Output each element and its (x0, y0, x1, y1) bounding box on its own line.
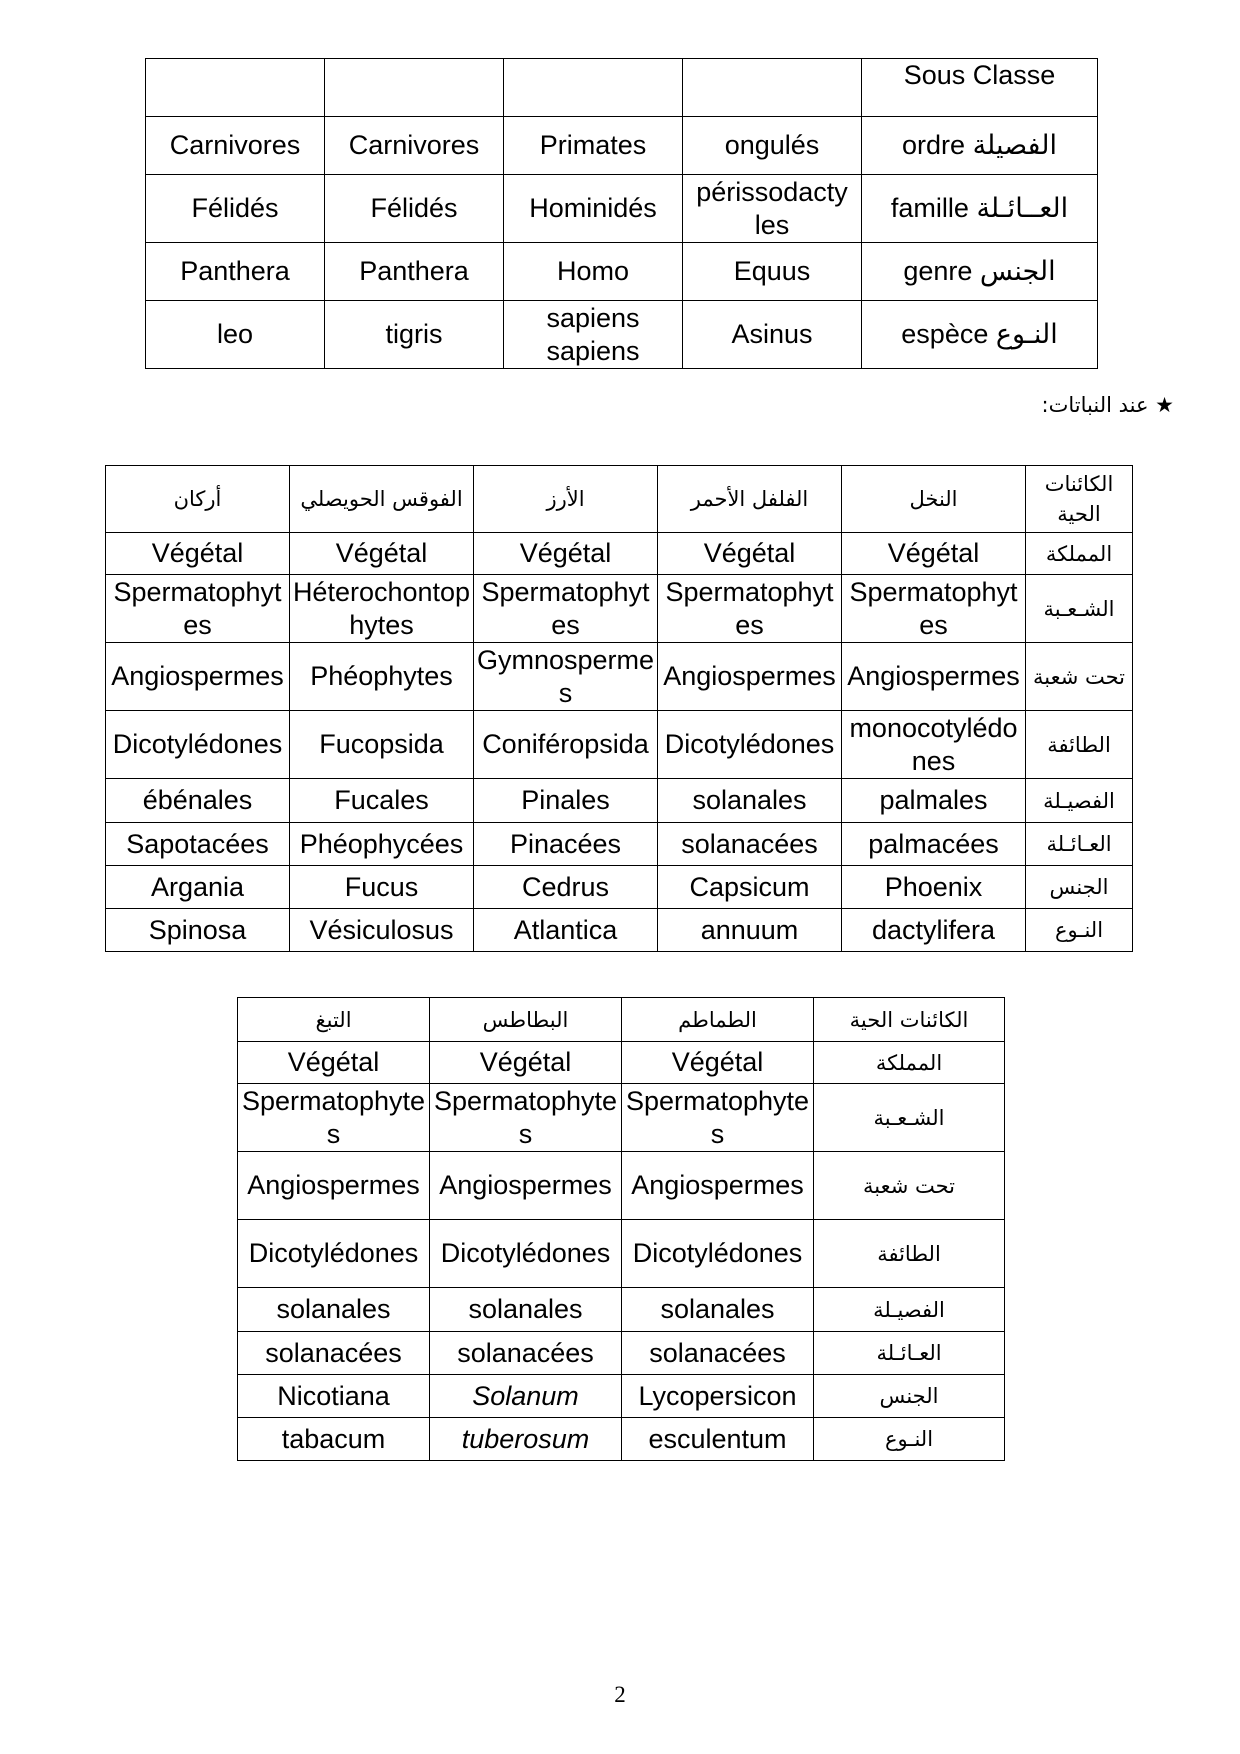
table-cell: Lycopersicon (622, 1375, 814, 1418)
table-row (238, 1418, 1005, 1461)
column-header: الكائنات الحية (1026, 466, 1133, 533)
table-cell: Carnivores (146, 117, 325, 175)
table-cell: Félidés (146, 175, 325, 243)
table-row-label: الفصيـلة (1026, 779, 1133, 823)
table-row-label: الفصيـلة (814, 1288, 1005, 1332)
table-row (106, 643, 1133, 711)
table-cell: Végétal (842, 533, 1026, 575)
column-header: الطماطم (622, 998, 814, 1042)
table-cell: Nicotiana (238, 1375, 430, 1418)
column-header: النخل (842, 466, 1026, 533)
table-cell: Spermatophytes (430, 1084, 622, 1152)
table-cell: esculentum (622, 1418, 814, 1461)
table-cell (504, 59, 683, 117)
table-cell: Spermatophytes (474, 575, 658, 643)
table-cell: Spinosa (106, 909, 290, 952)
table-row (106, 533, 1133, 575)
table-cell: Angiospermes (430, 1152, 622, 1220)
solanaceae-classification-table (237, 997, 1005, 1461)
column-header: التبغ (238, 998, 430, 1042)
table-row-label: تحت شعبة (1026, 643, 1133, 711)
table-cell: Angiospermes (238, 1152, 430, 1220)
table-cell: Spermatophytes (842, 575, 1026, 643)
table-row (106, 711, 1133, 779)
table-cell: Hominidés (504, 175, 683, 243)
table-row (106, 866, 1133, 909)
table-cell: Argania (106, 866, 290, 909)
table-row-label: الجنس (814, 1375, 1005, 1418)
table-cell: Phoenix (842, 866, 1026, 909)
table-row (146, 175, 1098, 243)
table-row (146, 117, 1098, 175)
table-cell: Panthera (146, 243, 325, 301)
table-cell: Primates (504, 117, 683, 175)
table-cell: Fucus (290, 866, 474, 909)
table-cell: sapiens sapiens (504, 301, 683, 369)
table-row-label: تحت شعبة (814, 1152, 1005, 1220)
table-cell: Angiospermes (622, 1152, 814, 1220)
table-cell: Pinacées (474, 823, 658, 866)
table-cell: Homo (504, 243, 683, 301)
table-cell: leo (146, 301, 325, 369)
table-row (238, 1332, 1005, 1375)
table-row (238, 1152, 1005, 1220)
table-cell: solanacées (238, 1332, 430, 1375)
table-cell: palmales (842, 779, 1026, 823)
table-cell: Vésiculosus (290, 909, 474, 952)
table-cell (146, 59, 325, 117)
page-number: 2 (614, 1682, 626, 1707)
table-row-label: النـوع (814, 1418, 1005, 1461)
table-cell: Végétal (290, 533, 474, 575)
table-cell: Dicotylédones (238, 1220, 430, 1288)
table-cell: Angiospermes (658, 643, 842, 711)
table-cell: annuum (658, 909, 842, 952)
table-cell: ongulés (683, 117, 862, 175)
table-row-label: الطائفة (814, 1220, 1005, 1288)
table-row (146, 243, 1098, 301)
table-row (146, 59, 1098, 117)
table-cell: Fucopsida (290, 711, 474, 779)
table-cell: Dicotylédones (622, 1220, 814, 1288)
table-cell: solanales (238, 1288, 430, 1332)
table-row-label: الجنس (1026, 866, 1133, 909)
table-cell: solanales (430, 1288, 622, 1332)
table-cell: Végétal (622, 1042, 814, 1084)
table-cell: Spermatophytes (238, 1084, 430, 1152)
table-row-label: الطائفة (1026, 711, 1133, 779)
table-row (238, 1042, 1005, 1084)
table-row (106, 909, 1133, 952)
table-cell: Dicotylédones (430, 1220, 622, 1288)
table-cell: Equus (683, 243, 862, 301)
table-row-label: genre الجنس (862, 243, 1098, 301)
table-row (146, 301, 1098, 369)
column-header: البطاطس (430, 998, 622, 1042)
animal-classification-table (145, 58, 1098, 369)
table-cell: solanacées (658, 823, 842, 866)
column-header: الكائنات الحية (814, 998, 1005, 1042)
table-cell: Végétal (658, 533, 842, 575)
table-row-label: المملكة (814, 1042, 1005, 1084)
table-cell: Sapotacées (106, 823, 290, 866)
table-cell: Cedrus (474, 866, 658, 909)
table-cell: solanacées (622, 1332, 814, 1375)
table-row (238, 1084, 1005, 1152)
table-cell: Félidés (325, 175, 504, 243)
table-cell: Pinales (474, 779, 658, 823)
table-cell: Spermatophytes (622, 1084, 814, 1152)
table-row-label: Sous Classe (862, 59, 1098, 117)
table-header-row (238, 998, 1005, 1042)
table-row-label: العـائـلة (1026, 823, 1133, 866)
table-row (106, 823, 1133, 866)
table-cell: Coniféropsida (474, 711, 658, 779)
table-cell: Gymnospermes (474, 643, 658, 711)
table-cell: Carnivores (325, 117, 504, 175)
table-cell: Dicotylédones (106, 711, 290, 779)
column-header: أركان (106, 466, 290, 533)
table-cell: Végétal (430, 1042, 622, 1084)
table-cell: Angiospermes (106, 643, 290, 711)
table-row-label: espèce النـوع (862, 301, 1098, 369)
column-header: الفلفل الأحمر (658, 466, 842, 533)
column-header: الأرز (474, 466, 658, 533)
table-cell: palmacées (842, 823, 1026, 866)
table-cell: Fucales (290, 779, 474, 823)
table-cell: Asinus (683, 301, 862, 369)
table-cell: Phéophytes (290, 643, 474, 711)
table-cell: solanacées (430, 1332, 622, 1375)
plant-classification-table (105, 465, 1133, 952)
table-cell: ébénales (106, 779, 290, 823)
table-row-label: الشـعـبة (1026, 575, 1133, 643)
table-row-label: famille العــائـلة (862, 175, 1098, 243)
table-cell: tigris (325, 301, 504, 369)
table-cell: Végétal (474, 533, 658, 575)
table-row-label: المملكة (1026, 533, 1133, 575)
table-row-label: العـائـلة (814, 1332, 1005, 1375)
table-cell: Spermatophytes (106, 575, 290, 643)
table-cell: tabacum (238, 1418, 430, 1461)
table-cell (683, 59, 862, 117)
table-header-row (106, 466, 1133, 533)
table-row (106, 779, 1133, 823)
table-cell: Héterochontophytes (290, 575, 474, 643)
table-cell: Dicotylédones (658, 711, 842, 779)
table-cell: tuberosum (430, 1418, 622, 1461)
table-cell: monocotylédones (842, 711, 1026, 779)
column-header: الفوقس الحويصلي (290, 466, 474, 533)
table-cell: solanales (622, 1288, 814, 1332)
table-cell: Spermatophytes (658, 575, 842, 643)
table-cell: dactylifera (842, 909, 1026, 952)
table-row-label: ordre الفصيلة (862, 117, 1098, 175)
table-cell: Végétal (106, 533, 290, 575)
table-cell: Solanum (430, 1375, 622, 1418)
plants-section-heading: ★ عند النباتات: (1041, 393, 1174, 417)
table-row (238, 1288, 1005, 1332)
table-row (238, 1220, 1005, 1288)
table-row-label: الشـعـبة (814, 1084, 1005, 1152)
table-row (106, 575, 1133, 643)
table-cell: Angiospermes (842, 643, 1026, 711)
table-cell: solanales (658, 779, 842, 823)
table-cell: Phéophycées (290, 823, 474, 866)
table-cell: Capsicum (658, 866, 842, 909)
table-cell (325, 59, 504, 117)
table-cell: Végétal (238, 1042, 430, 1084)
table-cell: périssodacty les (683, 175, 862, 243)
table-row-label: النـوع (1026, 909, 1133, 952)
table-row (238, 1375, 1005, 1418)
table-cell: Atlantica (474, 909, 658, 952)
table-cell: Panthera (325, 243, 504, 301)
